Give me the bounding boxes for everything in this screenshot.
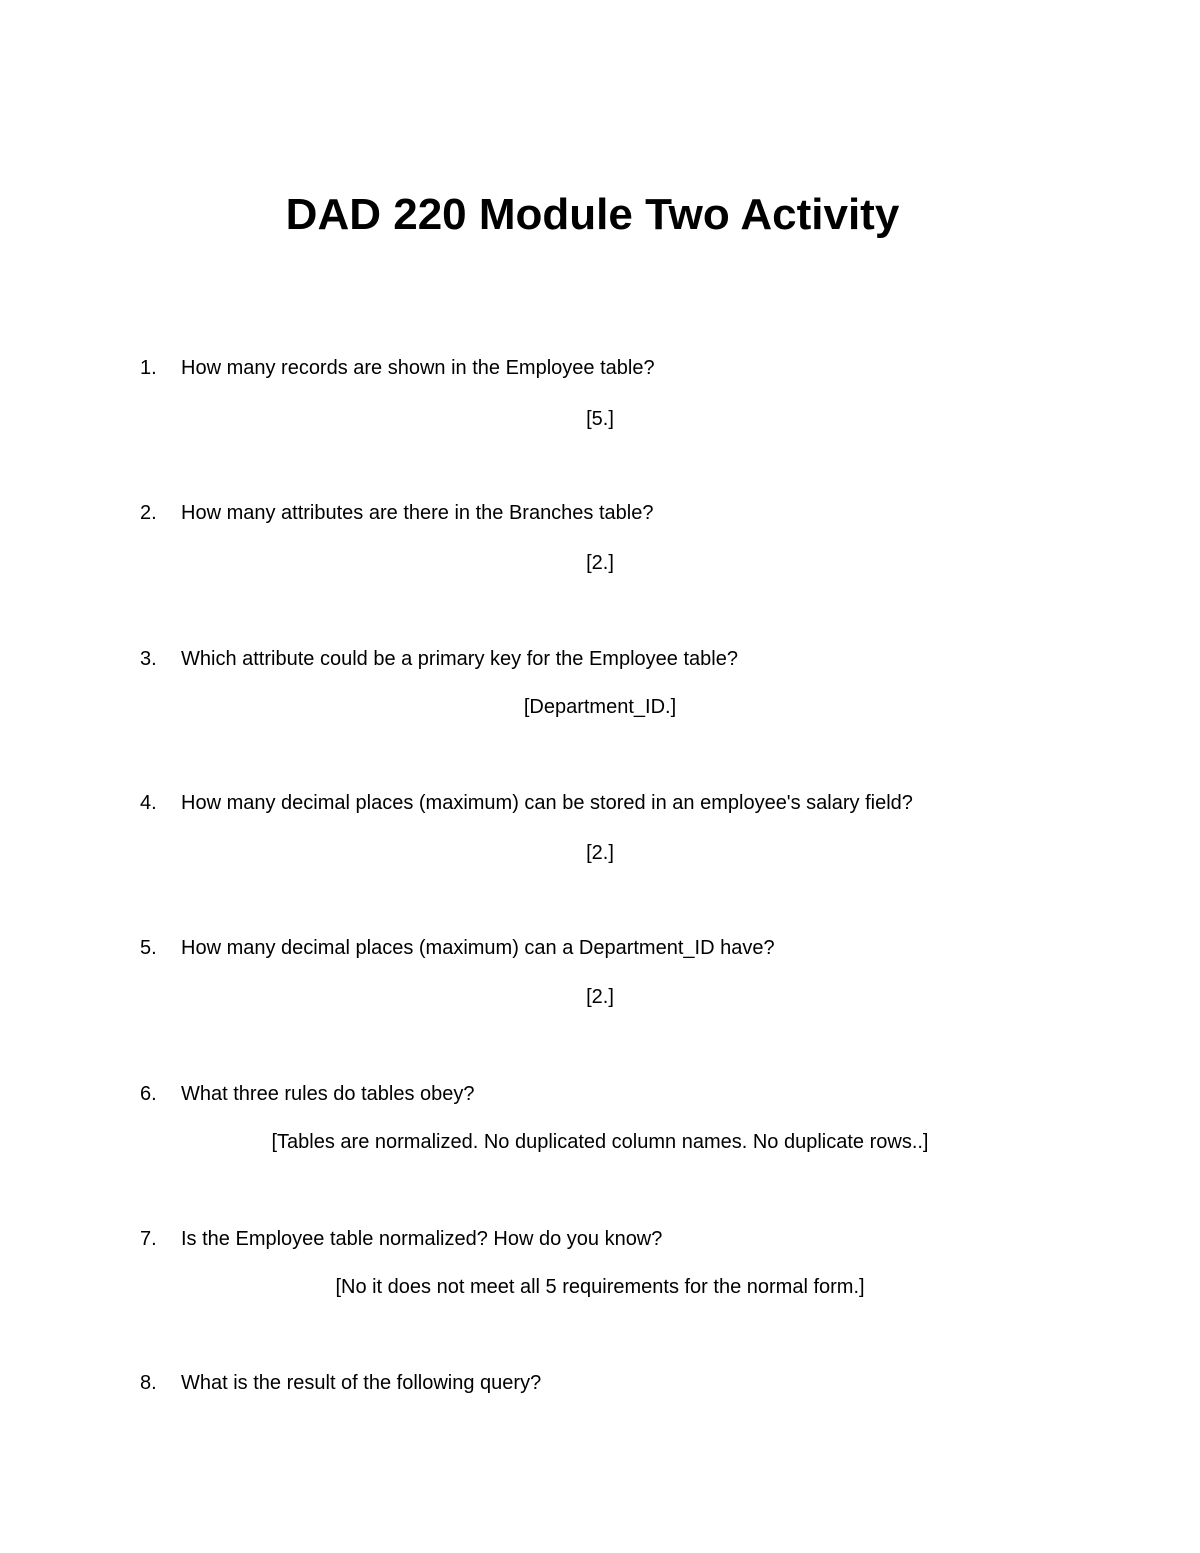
- question-number: 7.: [140, 1228, 157, 1250]
- question-text: How many attributes are there in the Branches table?: [181, 502, 654, 524]
- question-text: How many decimal places (maximum) can be stored in an employee's salary field?: [181, 792, 913, 814]
- question-number: 4.: [140, 792, 157, 814]
- question-number: 5.: [140, 937, 157, 959]
- answer-4: [2.]: [586, 842, 614, 864]
- question-text: Is the Employee table normalized? How do you know?: [181, 1228, 663, 1250]
- question-4: [0, 788, 1200, 818]
- question-number: 8.: [140, 1372, 157, 1394]
- answer-3: [Department_ID.]: [523, 696, 677, 718]
- question-number: 2.: [140, 502, 157, 524]
- question-number: 3.: [140, 648, 157, 670]
- answer-1: [5.]: [586, 408, 614, 430]
- question-8: [0, 1368, 1200, 1398]
- answer-5: [2.]: [586, 986, 614, 1008]
- question-text: What is the result of the following query?: [181, 1372, 542, 1394]
- question-number: 1.: [140, 357, 157, 379]
- question-5: [0, 933, 1200, 963]
- question-1: [0, 353, 1200, 383]
- answer-2: [2.]: [586, 552, 614, 574]
- question-text: Which attribute could be a primary key for the Employee table?: [181, 648, 738, 670]
- question-7: [0, 1224, 1200, 1254]
- question-text: How many records are shown in the Employee table?: [181, 357, 655, 379]
- question-text: How many decimal places (maximum) can a Department_ID have?: [181, 937, 775, 959]
- question-2: [0, 498, 1200, 528]
- question-text: What three rules do tables obey?: [181, 1083, 475, 1105]
- question-3: [0, 644, 1200, 674]
- answer-6: [Tables are normalized. No duplicated column names. No duplicate rows..]: [271, 1131, 929, 1153]
- answer-7: [No it does not meet all 5 requirements for the normal form.]: [335, 1276, 865, 1298]
- question-6: [0, 1079, 1200, 1109]
- question-number: 6.: [140, 1083, 157, 1105]
- document-title: DAD 220 Module Two Activity: [285, 190, 900, 239]
